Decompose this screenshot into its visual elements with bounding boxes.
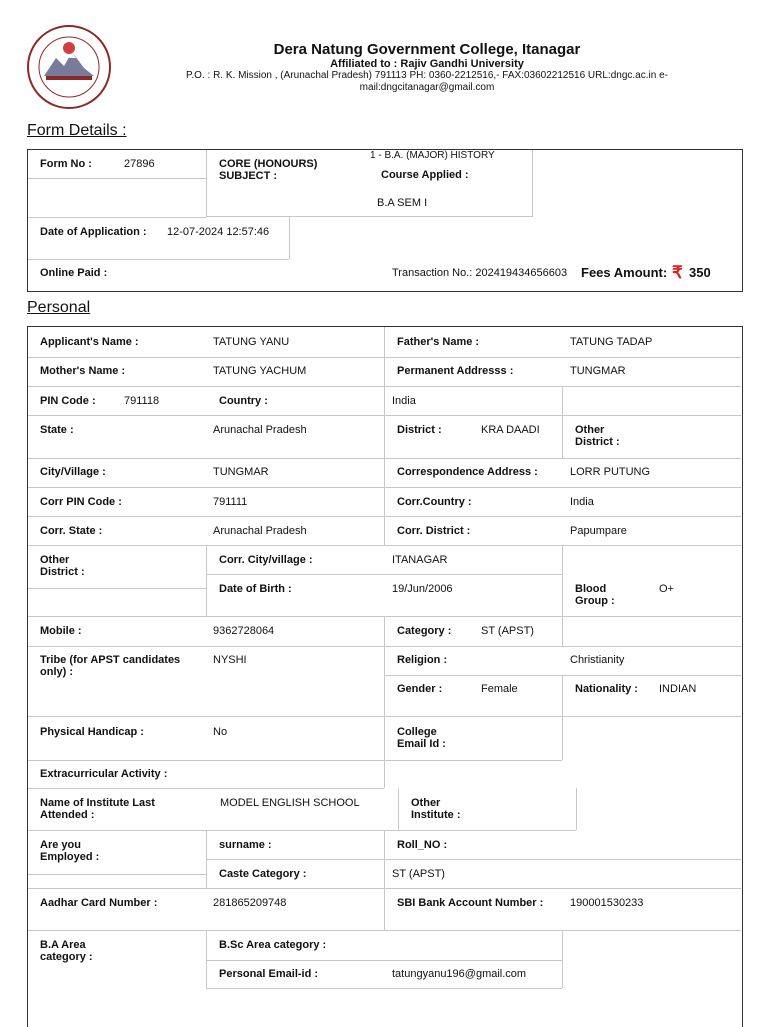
gender-label: Gender : xyxy=(397,683,443,695)
corr-pin-value: 791111 xyxy=(213,496,248,508)
college-email-label: College Email Id : xyxy=(397,726,446,750)
district-value: KRA DAADI xyxy=(481,424,540,436)
form-details-title: Form Details : xyxy=(27,122,127,139)
extracurricular-label: Extracurricular Activity : xyxy=(40,768,168,780)
state-value: Arunachal Pradesh xyxy=(213,424,307,436)
other-institute-label: Other Institute : xyxy=(411,797,461,821)
dob-value: 19/Jun/2006 xyxy=(392,583,453,595)
mobile-label: Mobile : xyxy=(40,625,82,637)
permanent-address-value: TUNGMAR xyxy=(570,365,626,377)
roll-no-label: Roll_NO : xyxy=(397,839,448,851)
blood-group-value: O+ xyxy=(659,583,674,595)
correspondence-address-label: Correspondence Address : xyxy=(397,466,538,478)
father-name-label: Father's Name : xyxy=(397,336,480,348)
course-applied-label: Course Applied : xyxy=(381,169,469,181)
aadhar-value: 281865209748 xyxy=(213,897,287,909)
corr-state-value: Arunachal Pradesh xyxy=(213,525,307,537)
corr-country-label: Corr.Country : xyxy=(397,496,472,508)
online-paid-label: Online Paid : xyxy=(40,267,108,279)
college-name: Dera Natung Government College, Itanagar xyxy=(273,41,581,58)
corr-pin-label: Corr PIN Code : xyxy=(40,496,122,508)
personal-email-label: Personal Email-id : xyxy=(219,968,319,980)
district-label: District : xyxy=(397,424,442,436)
college-logo xyxy=(26,24,112,110)
corr-district-label: Corr. District : xyxy=(397,525,471,537)
fees-amount-label: Fees Amount: xyxy=(581,265,668,280)
country-value: India xyxy=(392,395,416,407)
applicant-name-label: Applicant's Name : xyxy=(40,336,139,348)
core-subject-value: 1 - B.A. (MAJOR) HISTORY xyxy=(370,150,495,161)
bsc-area-label: B.Sc Area category : xyxy=(219,939,327,951)
institute-last-attended-value: MODEL ENGLISH SCHOOL xyxy=(220,797,360,809)
aadhar-label: Aadhar Card Number : xyxy=(40,897,158,909)
ba-area-label: B.A Area category : xyxy=(40,939,93,963)
form-no-value: 27896 xyxy=(124,158,155,170)
other-district-label: Other District : xyxy=(575,424,620,448)
correspondence-address-value: LORR PUTUNG xyxy=(570,466,651,478)
date-of-application-label: Date of Application : xyxy=(40,226,147,238)
transaction-number: Transaction No.: 202419434656603 xyxy=(392,267,568,279)
corr-city-label: Corr. City/village : xyxy=(219,554,313,566)
fees-amount-value: 350 xyxy=(689,265,711,280)
pin-code-value: 791118 xyxy=(124,395,160,407)
surname-label: surname : xyxy=(219,839,272,851)
personal-email-value: tatungyanu196@gmail.com xyxy=(392,968,527,980)
blood-group-label: Blood Group : xyxy=(575,583,615,607)
father-name-value: TATUNG TADAP xyxy=(570,336,653,348)
core-subject-label: CORE (HONOURS) SUBJECT : xyxy=(219,158,318,182)
caste-category-value: ST (APST) xyxy=(392,868,445,880)
employed-label: Are you Employed : xyxy=(40,839,100,863)
permanent-address-label: Permanent Addresss : xyxy=(397,365,514,377)
address-line2: mail:dngcitanagar@gmail.com xyxy=(359,82,495,93)
physical-handicap-value: No xyxy=(213,726,228,738)
mobile-value: 9362728064 xyxy=(213,625,275,637)
category-value: ST (APST) xyxy=(481,625,534,637)
date-of-application-value: 12-07-2024 12:57:46 xyxy=(167,226,270,238)
address-line1: P.O. : R. K. Mission , (Arunachal Pradesh) 791113 PH: 0360-2212516,- FAX:03602212516 URL:dngc.ac.in e- xyxy=(186,70,668,81)
corr-state-label: Corr. State : xyxy=(40,525,103,537)
dob-label: Date of Birth : xyxy=(219,583,292,595)
sbi-account-value: 190001530233 xyxy=(570,897,644,909)
religion-label: Religion : xyxy=(397,654,448,666)
city-village-label: City/Village : xyxy=(40,466,106,478)
corr-city-value: ITANAGAR xyxy=(392,554,448,566)
caste-category-label: Caste Category : xyxy=(219,868,307,880)
city-village-value: TUNGMAR xyxy=(213,466,269,478)
corr-country-value: India xyxy=(570,496,594,508)
state-label: State : xyxy=(40,424,74,436)
nationality-value: INDIAN xyxy=(659,683,697,695)
category-label: Category : xyxy=(397,625,452,637)
course-applied-value: B.A SEM I xyxy=(377,197,428,209)
mother-name-label: Mother's Name : xyxy=(40,365,126,377)
physical-handicap-label: Physical Handicap : xyxy=(40,726,144,738)
religion-value: Christianity xyxy=(570,654,625,666)
nationality-label: Nationality : xyxy=(575,683,638,695)
country-label: Country : xyxy=(219,395,268,407)
form-no-label: Form No : xyxy=(40,158,92,170)
tribe-label: Tribe (for APST candidates only) : xyxy=(40,654,181,678)
rupee-icon: ₹ xyxy=(672,263,683,282)
gender-value: Female xyxy=(481,683,518,695)
pin-code-label: PIN Code : xyxy=(40,395,96,407)
corr-district-value: Papumpare xyxy=(570,525,627,537)
affiliation: Affiliated to : Rajiv Gandhi University xyxy=(330,58,524,70)
institute-last-attended-label: Name of Institute Last Attended : xyxy=(40,797,155,821)
other-district-2-label: Other District : xyxy=(40,554,85,578)
mother-name-value: TATUNG YACHUM xyxy=(213,365,307,377)
applicant-name-value: TATUNG YANU xyxy=(213,336,290,348)
tribe-value: NYSHI xyxy=(213,654,247,666)
personal-title: Personal xyxy=(27,299,91,316)
sbi-account-label: SBI Bank Account Number : xyxy=(397,897,544,909)
